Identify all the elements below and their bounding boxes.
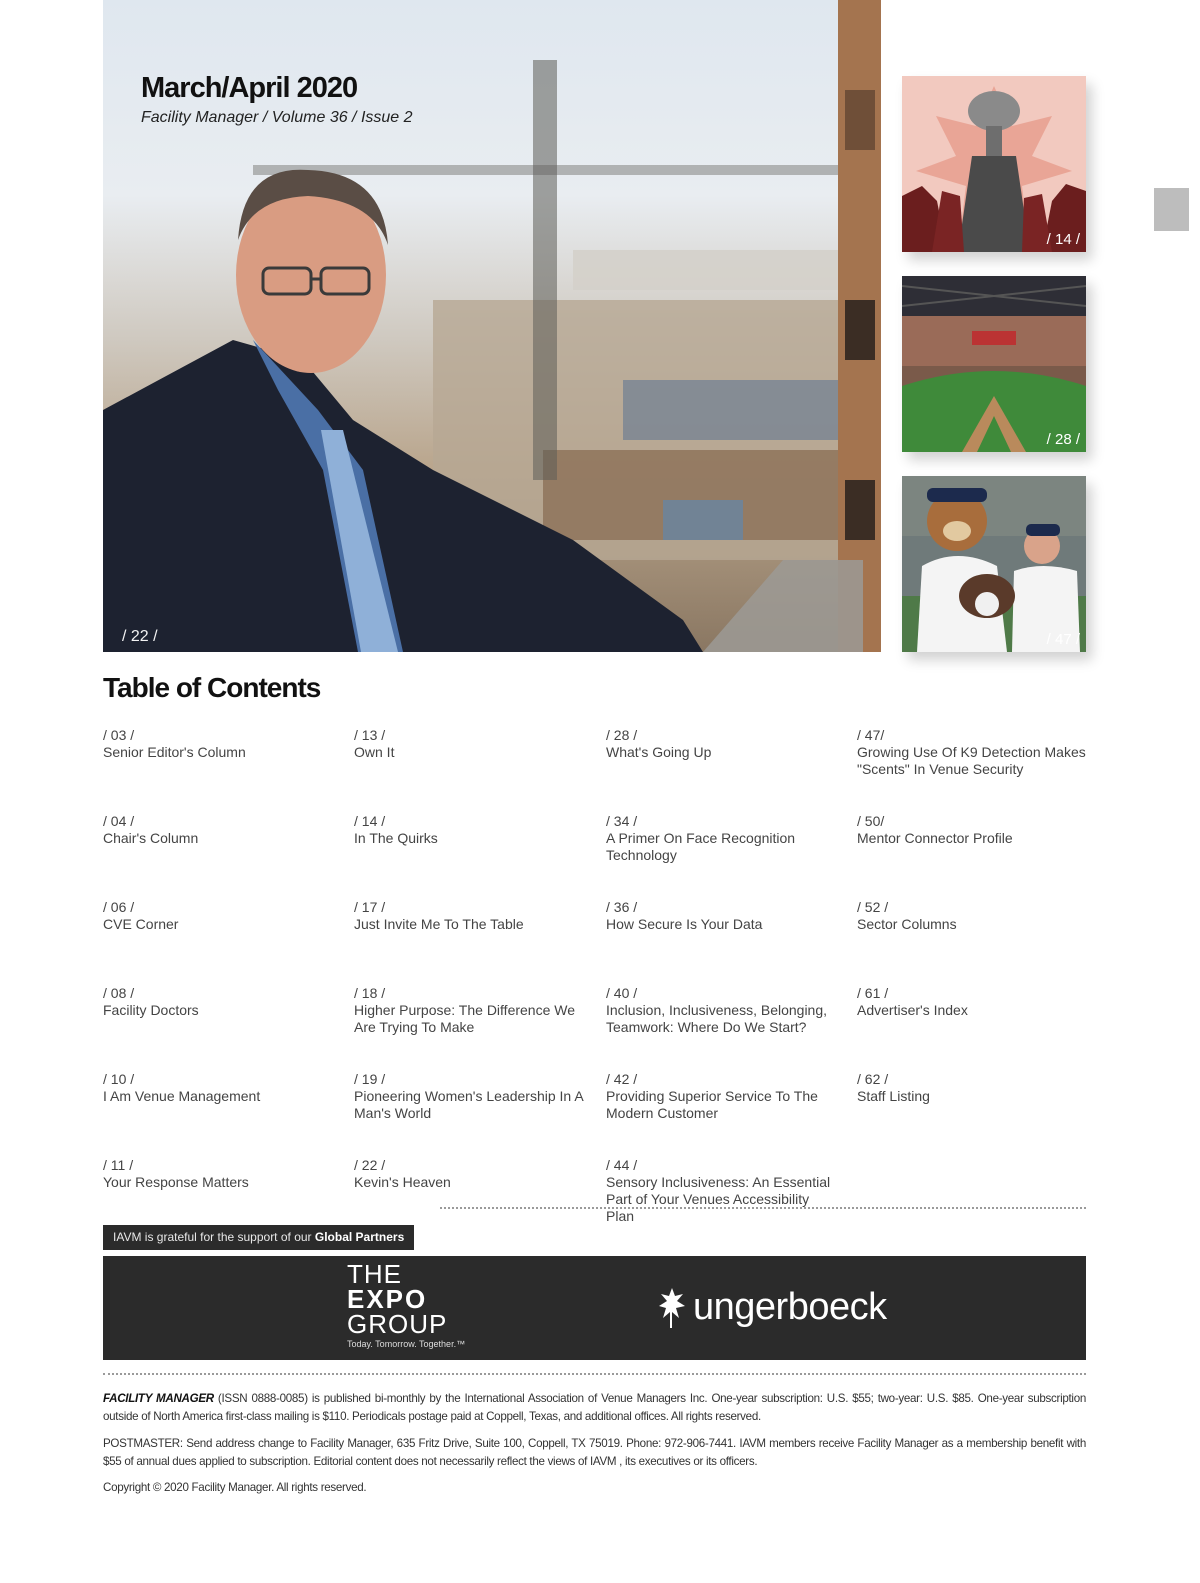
ungerboeck-emblem-icon <box>659 1288 685 1328</box>
toc-page-number: / 36 / <box>606 899 638 915</box>
partners-label <box>103 1225 414 1250</box>
dotted-divider <box>103 1373 1086 1375</box>
expo-group-logo[interactable] <box>347 1259 466 1350</box>
toc-title: Sector Columns <box>857 916 957 932</box>
expo-logo-tagline: Today. Tomorrow. Together.™ <box>347 1339 466 1349</box>
toc-title: Own It <box>354 744 395 760</box>
issue-date: March/April 2020 <box>141 72 358 104</box>
toc-title: A Primer On Face Recognition Technology <box>606 830 796 863</box>
toc-entry[interactable] <box>606 813 841 864</box>
toc-page-number: / 42 / <box>606 1071 638 1087</box>
toc-title: Higher Purpose: The Difference We Are Trying To Make <box>354 1002 576 1035</box>
publication-name: FACILITY MANAGER <box>103 1392 214 1405</box>
toc-title: Advertiser's Index <box>857 1002 968 1018</box>
toc-title: In The Quirks <box>354 830 438 846</box>
thumbnail-page-number: / 14 / <box>1046 231 1080 248</box>
cover-page-number: / 22 / <box>122 628 158 645</box>
toc-entry[interactable] <box>103 813 338 847</box>
toc-page-number: / 13 / <box>354 727 386 743</box>
toc-entry[interactable] <box>103 1157 338 1191</box>
toc-title: Staff Listing <box>857 1088 930 1104</box>
dotted-divider <box>440 1207 1086 1209</box>
toc-entry[interactable] <box>354 1157 589 1191</box>
publication-notice-text: (ISSN 0888-0085) is published bi-monthly by the International Association of Venue Managers Inc. One-year subscription: U.S. $55; two-year: U.S. $85. One-year subscription outside of North America first-class mailing is $110. Periodicals postage paid at Coppell, Texas, and additional offices. All rights reserved. <box>103 1392 1086 1423</box>
toc-title: Providing Superior Service To The Modern Customer <box>606 1088 818 1121</box>
toc-title: CVE Corner <box>103 916 179 932</box>
toc-entry[interactable] <box>606 1157 841 1225</box>
postmaster-notice: POSTMASTER: Send address change to Facility Manager, 635 Fritz Drive, Suite 100, Coppell, TX 75019. Phone: 972-906-7441. IAVM members receive Facility Manager as a membership benefit with $55 of annual dues applied to subscription. Editorial content does not necessarily reflect the views of IAVM , its executives or its officers. <box>103 1437 1086 1468</box>
partners-band <box>103 1256 1086 1360</box>
toc-title: Your Response Matters <box>103 1174 249 1190</box>
toc-page-number: / 50/ <box>857 813 885 829</box>
toc-page-number: / 10 / <box>103 1071 135 1087</box>
toc-entry[interactable] <box>354 985 589 1036</box>
toc-page-number: / 06 / <box>103 899 135 915</box>
mascot-with-dog-image <box>902 476 1086 652</box>
toc-title: Chair's Column <box>103 830 199 846</box>
toc-page-number: / 18 / <box>354 985 386 1001</box>
publication-notice <box>103 1390 1086 1426</box>
grey-cup-trophy-image <box>902 76 1086 252</box>
toc-heading: Table of Contents <box>103 672 321 703</box>
toc-entry[interactable] <box>354 727 589 761</box>
thumbnail-mascot[interactable] <box>902 476 1086 652</box>
toc-page-number: / 44 / <box>606 1157 638 1173</box>
toc-title: Facility Doctors <box>103 1002 199 1018</box>
toc-title: Pioneering Women's Leadership In A Man's World <box>354 1088 583 1121</box>
table-of-contents <box>103 727 1103 1224</box>
toc-entry[interactable] <box>857 813 1092 847</box>
toc-title: Growing Use Of K9 Detection Makes "Scents" In Venue Security <box>857 744 1086 777</box>
toc-page-number: / 08 / <box>103 985 135 1001</box>
toc-title: How Secure Is Your Data <box>606 916 763 932</box>
toc-page-number: / 61 / <box>857 985 889 1001</box>
toc-page-number: / 14 / <box>354 813 386 829</box>
toc-entry[interactable] <box>354 813 589 847</box>
toc-page-number: / 40 / <box>606 985 638 1001</box>
toc-title: I Am Venue Management <box>103 1088 261 1104</box>
toc-entry[interactable] <box>857 985 1092 1019</box>
toc-page-number: / 28 / <box>606 727 638 743</box>
toc-page-number: / 62 / <box>857 1071 889 1087</box>
ballpark-stadium-image <box>902 276 1086 452</box>
thumbnail-page-number: / 28 / <box>1046 431 1080 448</box>
toc-title: Just Invite Me To The Table <box>354 916 524 932</box>
toc-page-number: / 03 / <box>103 727 135 743</box>
toc-title: Kevin's Heaven <box>354 1174 451 1190</box>
toc-entry[interactable] <box>103 1071 338 1105</box>
toc-title: Mentor Connector Profile <box>857 830 1013 846</box>
toc-entry[interactable] <box>354 1071 589 1122</box>
toc-page-number: / 11 / <box>103 1157 134 1173</box>
toc-title: What's Going Up <box>606 744 712 760</box>
partners-label-bold: Global Partners <box>314 1230 405 1244</box>
toc-page-number: / 17 / <box>354 899 386 915</box>
toc-entry[interactable] <box>606 985 841 1036</box>
toc-title: Senior Editor's Column <box>103 744 246 760</box>
expo-logo-line2: EXPO <box>347 1284 428 1314</box>
toc-page-number: / 52 / <box>857 899 889 915</box>
toc-entry[interactable] <box>606 899 841 933</box>
toc-entry[interactable] <box>857 1071 1092 1105</box>
partners-label-prefix: IAVM is grateful for the support of our <box>113 1230 315 1244</box>
toc-entry[interactable] <box>103 985 338 1019</box>
ungerboeck-wordmark: ungerboeck <box>693 1286 887 1328</box>
thumbnail-page-number: / 47 / <box>1046 631 1080 648</box>
toc-entry[interactable] <box>606 1071 841 1122</box>
cover-photo[interactable] <box>103 0 881 652</box>
expo-logo-line3: GROUP <box>347 1309 448 1339</box>
thumbnail-trophy[interactable] <box>902 76 1086 252</box>
issue-subtitle: Facility Manager / Volume 36 / Issue 2 <box>141 109 413 126</box>
toc-title: Inclusion, Inclusiveness, Belonging, Teamwork: Where Do We Start? <box>606 1002 828 1035</box>
side-page-tab[interactable] <box>1154 188 1189 231</box>
toc-page-number: / 19 / <box>354 1071 386 1087</box>
expo-logo-line1: THE <box>347 1259 402 1289</box>
toc-entry[interactable] <box>103 899 338 933</box>
toc-entry[interactable] <box>354 899 589 933</box>
toc-title: Sensory Inclusiveness: An Essential Part of Your Venues Accessibility Plan <box>606 1174 831 1224</box>
ungerboeck-logo[interactable] <box>659 1286 887 1329</box>
toc-entry[interactable] <box>857 727 1092 778</box>
toc-page-number: / 22 / <box>354 1157 386 1173</box>
toc-page-number: / 34 / <box>606 813 638 829</box>
toc-page-number: / 04 / <box>103 813 135 829</box>
copyright-notice: Copyright © 2020 Facility Manager. All rights reserved. <box>103 1481 367 1494</box>
thumbnail-stadium[interactable] <box>902 276 1086 452</box>
toc-page-number: / 47/ <box>857 727 885 743</box>
toc-entry[interactable] <box>103 727 338 761</box>
toc-entry[interactable] <box>857 899 1092 933</box>
toc-entry[interactable] <box>606 727 841 761</box>
